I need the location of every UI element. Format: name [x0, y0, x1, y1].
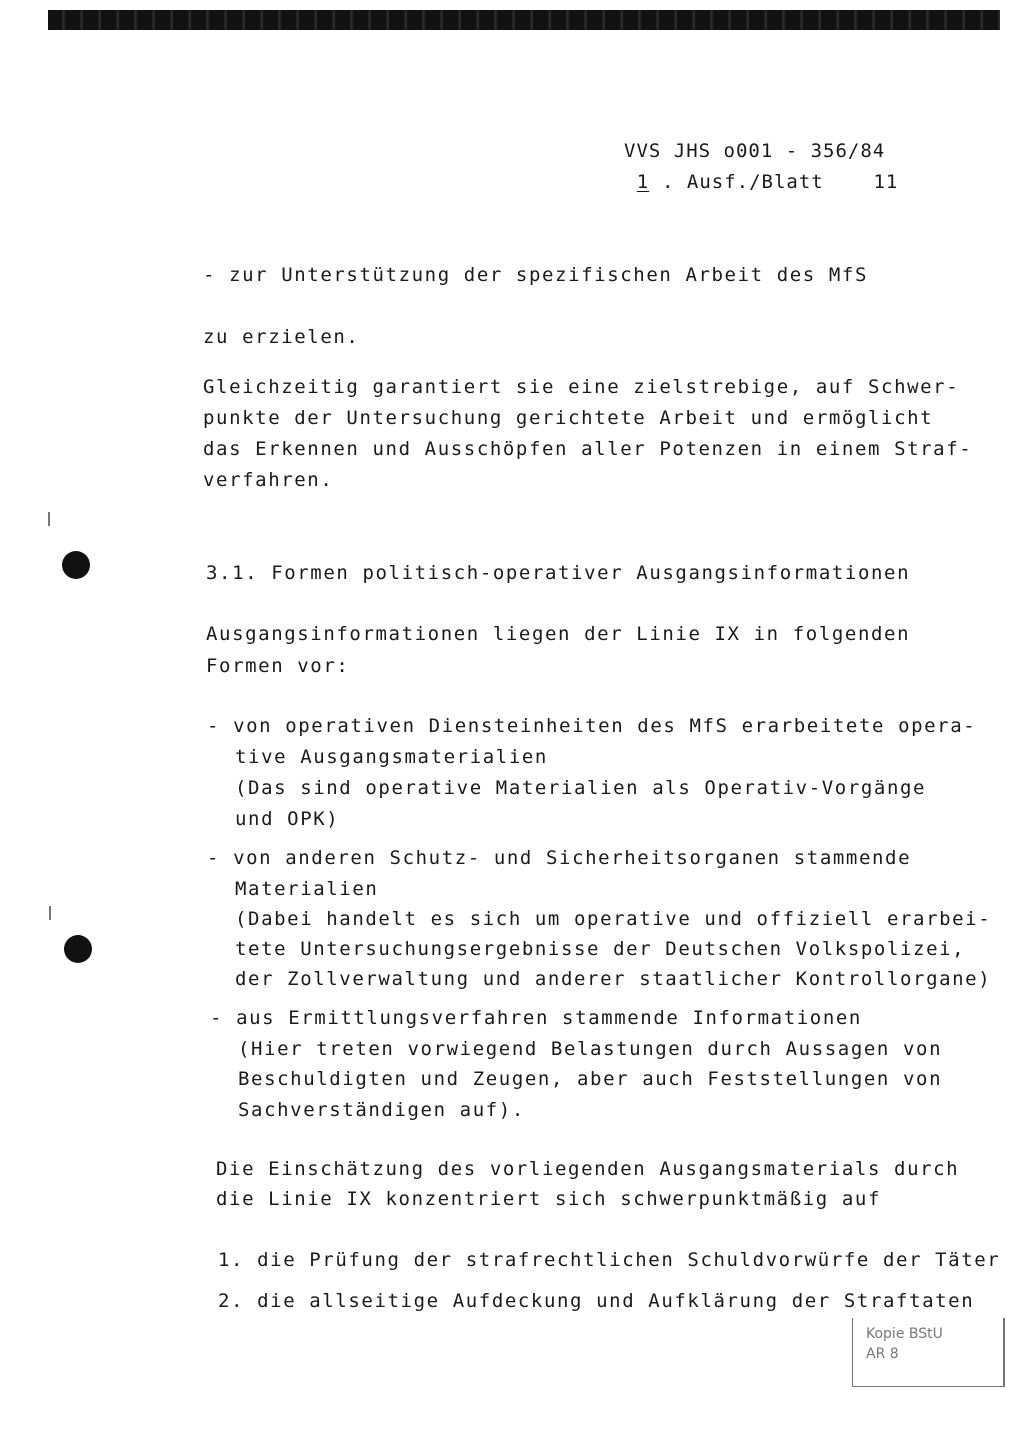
numbered-item: 1. die Prüfung der strafrechtlichen Schuldvorwürfe der Täter	[218, 1249, 1001, 1271]
body-line: Materialien	[235, 878, 379, 900]
punch-hole	[64, 935, 92, 963]
copy-sheet-line	[624, 171, 898, 193]
body-line: die Linie IX konzentriert sich schwerpunktmäßig auf	[216, 1188, 881, 1210]
list-item: - von anderen Schutz- und Sicherheitsorganen stammende	[207, 847, 912, 869]
margin-mark	[48, 512, 50, 526]
body-line: zu erzielen.	[203, 326, 360, 348]
stamp-line: Kopie BStU	[866, 1326, 943, 1342]
copy-number: 1	[636, 171, 650, 193]
body-line: punkte der Untersuchung gerichtete Arbeit und ermöglicht	[203, 407, 934, 429]
margin-mark	[49, 906, 51, 920]
body-line: Ausgangsinformationen liegen der Linie IX in folgenden	[206, 623, 911, 645]
body-line: Formen vor:	[206, 655, 350, 677]
scan-border-bar	[48, 10, 1000, 30]
body-line: das Erkennen und Ausschöpfen aller Potenzen in einem Straf-	[203, 438, 973, 460]
punch-hole	[62, 551, 90, 579]
list-item: - von operativen Diensteinheiten des MfS erarbeitete opera-	[207, 715, 977, 737]
numbered-item: 2. die allseitige Aufdeckung und Aufklärung der Straftaten	[218, 1290, 975, 1312]
section-heading: 3.1. Formen politisch-operativer Ausgangsinformationen	[206, 562, 911, 584]
body-line: Sachverständigen auf).	[238, 1099, 525, 1121]
body-line: Die Einschätzung des vorliegenden Ausgangsmaterials durch	[216, 1158, 960, 1180]
body-line: Beschuldigten und Zeugen, aber auch Feststellungen von	[238, 1068, 943, 1090]
body-line: - zur Unterstützung der spezifischen Arbeit des MfS	[203, 264, 868, 286]
body-line: tete Untersuchungsergebnisse der Deutschen Volkspolizei,	[235, 938, 966, 960]
body-line: (Das sind operative Materialien als Operativ-Vorgänge	[235, 777, 927, 799]
body-line: und OPK)	[235, 808, 340, 830]
body-line: (Dabei handelt es sich um operative und offiziell erarbei-	[235, 908, 992, 930]
list-item: - aus Ermittlungsverfahren stammende Informationen	[210, 1007, 862, 1029]
document-reference: VVS JHS o001 - 356/84	[624, 140, 886, 162]
body-line: der Zollverwaltung und anderer staatlicher Kontrollorgane)	[235, 968, 992, 990]
body-line: (Hier treten vorwiegend Belastungen durch Aussagen von	[238, 1038, 943, 1060]
body-line: verfahren.	[203, 469, 334, 491]
body-line: Gleichzeitig garantiert sie eine zielstrebige, auf Schwer-	[203, 376, 960, 398]
page-number: 11	[873, 171, 899, 193]
body-line: tive Ausgangsmaterialien	[235, 746, 548, 768]
copy-label: . Ausf./Blatt	[662, 171, 824, 193]
stamp-line: AR 8	[866, 1346, 899, 1362]
